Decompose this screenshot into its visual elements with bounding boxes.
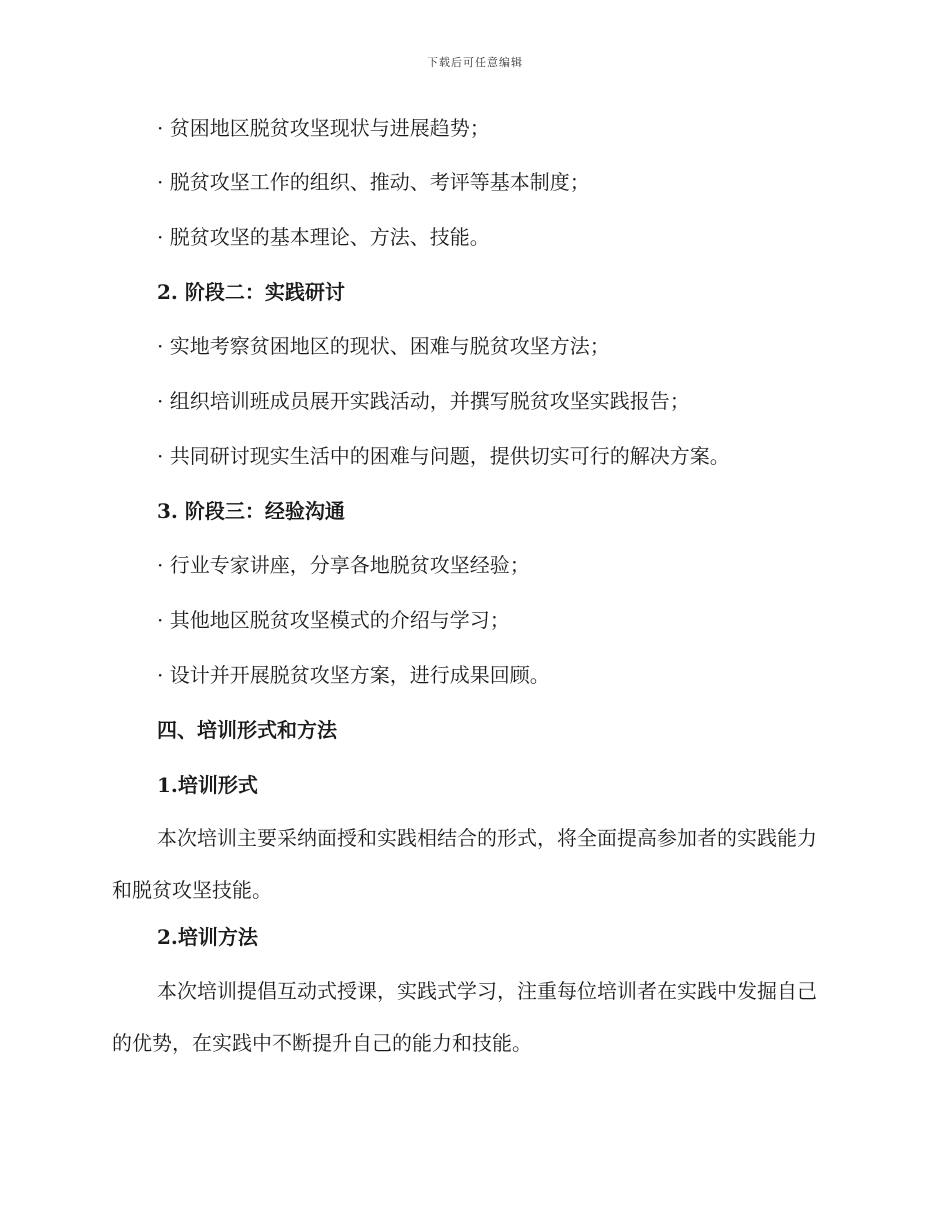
stage3-item: · 其他地区脱贫攻坚模式的介绍与学习；	[157, 608, 510, 632]
stage2-item: · 共同研讨现实生活中的困难与问题，提供切实可行的解决方案。	[157, 444, 730, 468]
stage1-item: · 脱贫攻坚的基本理论、方法、技能。	[157, 225, 490, 249]
stage3-heading: 3. 阶段三：经验沟通	[157, 499, 345, 523]
stage1-item: · 贫困地区脱贫攻坚现状与进展趋势；	[157, 116, 490, 140]
stage2-item: · 实地考察贫困地区的现状、困难与脱贫攻坚方法；	[157, 334, 610, 358]
form-paragraph: 本次培训主要采纳面授和实践相结合的形式，将全面提高参加者的实践能力和脱贫攻坚技能。	[112, 826, 817, 902]
stage2-item: · 组织培训班成员展开实践活动，并撰写脱贫攻坚实践报告；	[157, 389, 690, 413]
stage3-item: · 行业专家讲座，分享各地脱贫攻坚经验；	[157, 553, 530, 577]
section4-heading: 四、培训形式和方法	[157, 718, 337, 742]
method-heading: 2.培训方法	[157, 925, 258, 949]
page-header-note: 下载后可任意编辑	[427, 56, 523, 69]
stage2-heading: 2. 阶段二：实践研讨	[157, 280, 345, 304]
stage3-item: · 设计并开展脱贫攻坚方案，进行成果回顾。	[157, 663, 550, 687]
stage1-item: · 脱贫攻坚工作的组织、推动、考评等基本制度；	[157, 170, 590, 194]
form-heading: 1.培训形式	[157, 773, 258, 797]
method-paragraph: 本次培训提倡互动式授课，实践式学习，注重每位培训者在实践中发掘自己的优势，在实践中不断提升自己的能力和技能。	[112, 979, 817, 1055]
